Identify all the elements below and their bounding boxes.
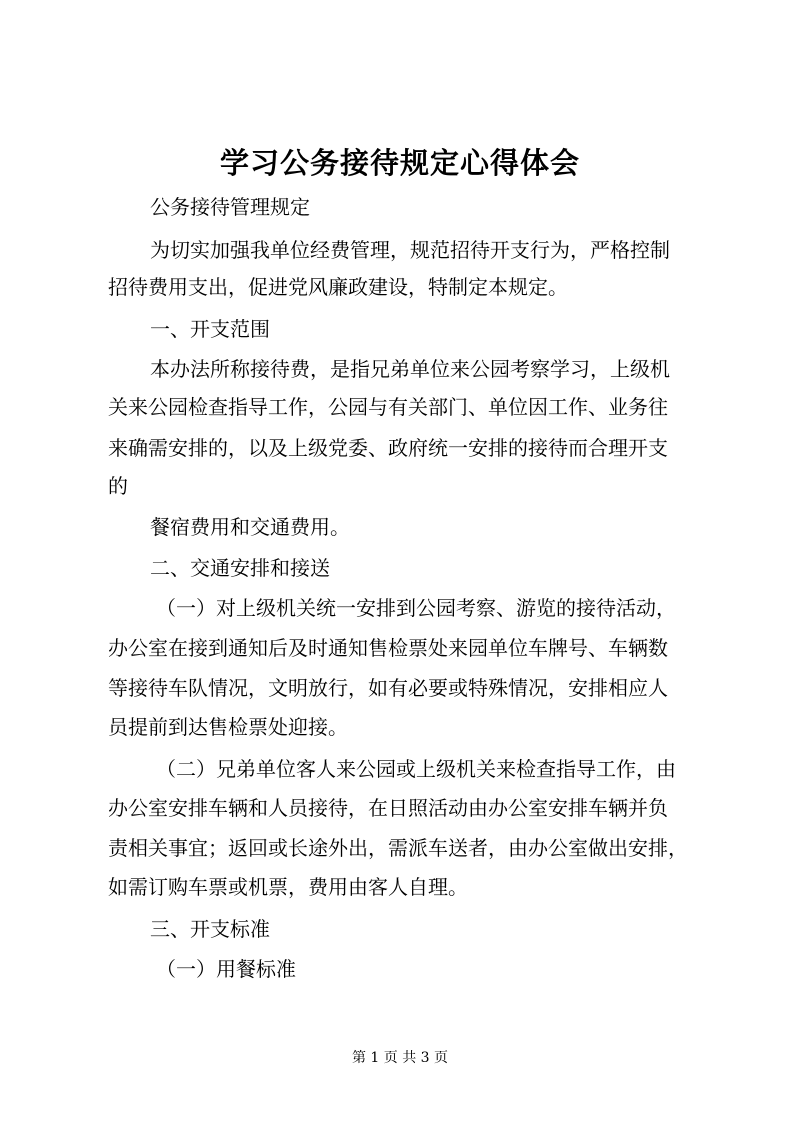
page-number: 第 1 页 共 3 页 (351, 1050, 449, 1066)
section-heading: 公务接待管理规定 (150, 195, 310, 219)
section-heading: 二、交通安排和接送 (150, 556, 330, 580)
paragraph-line: 办公室在接到通知后及时通知售检票处来园单位车牌号、车辆数 (108, 636, 668, 660)
paragraph-line: 招待费用支出，促进党风廉政建设，特制定本规定。 (108, 275, 568, 299)
paragraph-line: 等接待车队情况，文明放行，如有必要或特殊情况，安排相应人 (108, 676, 668, 700)
paragraph-line: 餐宿费用和交通费用。 (150, 515, 350, 539)
paragraph-line: 关来公园检查指导工作，公园与有关部门、单位因工作、业务往 (108, 395, 668, 419)
paragraph-line: 办公室安排车辆和人员接待，在日照活动由办公室安排车辆并负 (108, 796, 668, 820)
paragraph-line: 的 (108, 474, 128, 498)
document-title: 学习公务接待规定心得体会 (219, 146, 580, 180)
section-heading: 三、开支标准 (150, 917, 270, 941)
subsection-heading: （一）用餐标准 (156, 957, 296, 981)
section-heading: 一、开支范围 (150, 317, 270, 341)
paragraph-line: （一）对上级机关统一安排到公园考察、游览的接待活动， (156, 596, 676, 620)
paragraph-line: 本办法所称接待费，是指兄弟单位来公园考察学习，上级机 (150, 357, 670, 381)
paragraph-line: 为切实加强我单位经费管理，规范招待开支行为，严格控制 (150, 238, 670, 262)
paragraph-line: 来确需安排的，以及上级党委、政府统一安排的接待而合理开支 (108, 436, 668, 460)
paragraph-line: 员提前到达售检票处迎接。 (108, 715, 348, 739)
paragraph-line: 如需订购车票或机票，费用由客人自理。 (108, 875, 468, 899)
paragraph-line: （二）兄弟单位客人来公园或上级机关来检查指导工作，由 (156, 757, 676, 781)
paragraph-line: 责相关事宜；返回或长途外出，需派车送者，由办公室做出安排， (108, 836, 688, 860)
